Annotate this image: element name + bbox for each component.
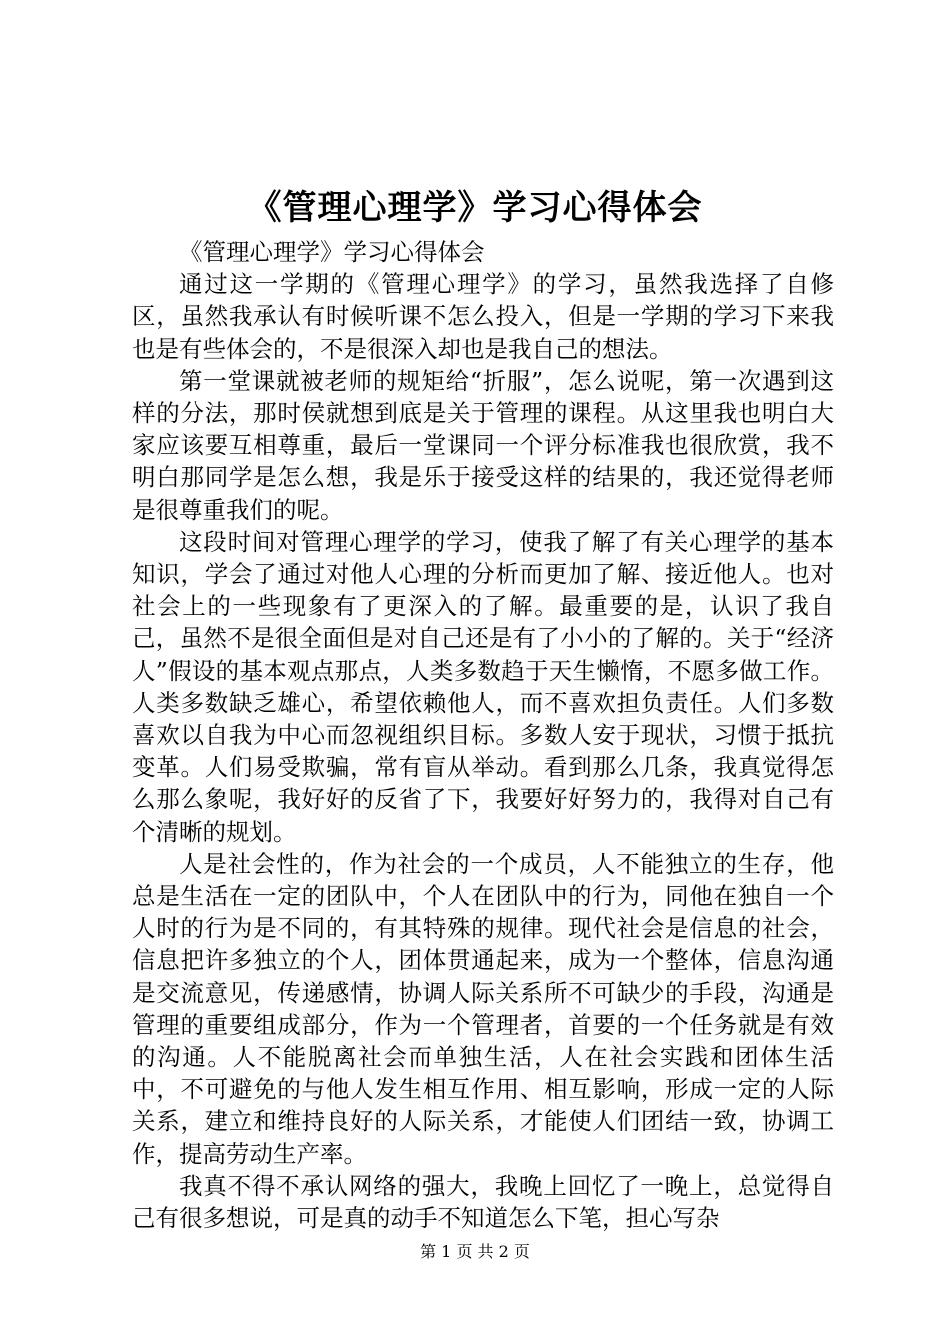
body-paragraph-1: 《管理心理学》学习心得体会 xyxy=(179,238,485,266)
body-paragraph-5: 人是社会性的，作为社会的一个成员，人不能独立的生存，他总是生活在一定的团队中，个人在团队中的行为，同他在独自一个人时的行为是不同的，有其特殊的规律。现代社会是信息的社会，信息把许多独立的个人，团体贯通起来，成为一个整体，信息沟通是交流意见，传递感情，协调人际关系所不可缺少的手段，沟通是管理的重要组成部分，作为一个管理者，首要的一个任务就是有效的沟通。人不能脱离社会而单独生活，人在社会实践和团体生活中，不可避免的与他人发生相互作用、相互影响，形成一定的人际关系，建立和维持良好的人际关系，才能使人们团结一致，协调工作，提高劳动生产率。 xyxy=(132,849,834,1168)
page-number-footer: 第 1 页 共 2 页 xyxy=(420,1242,530,1261)
document-title: 《管理心理学》学习心得体会 xyxy=(247,188,703,228)
body-paragraph-3: 第一堂课就被老师的规矩给“折服”，怎么说呢，第一次遇到这样的分法，那时侯就想到底是关于管理的课程。从这里我也明白大家应该要互相尊重，最后一堂课同一个评分标准我也很欣赏，我不明白那同学是怎么想，我是乐于接受这样的结果的，我还觉得老师是很尊重我们的呢。 xyxy=(132,366,834,524)
body-paragraph-2: 通过这一学期的《管理心理学》的学习，虽然我选择了自修区，虽然我承认有时候听课不怎么投入，但是一学期的学习下来我也是有些体会的，不是很深入却也是我自己的想法。 xyxy=(132,270,834,363)
body-paragraph-4: 这段时间对管理心理学的学习，使我了解了有关心理学的基本知识，学会了通过对他人心理的分析而更加了解、接近他人。也对社会上的一些现象有了更深入的了解。最重要的是，认识了我自己，虽然不是很全面但是对自己还是有了小小的了解的。关于“经济人”假设的基本观点那点，人类多数趋于天生懒惰，不愿多做工作。人类多数缺乏雄心，希望依赖他人，而不喜欢担负责任。人们多数喜欢以自我为中心而忽视组织目标。多数人安于现状，习惯于抵抗变革。人们易受欺骗，常有盲从举动。看到那么几条，我真觉得怎么那么象呢，我好好的反省了下，我要好好努力的，我得对自己有个清晰的规划。 xyxy=(132,527,834,846)
document-body xyxy=(132,236,834,1234)
body-paragraph-6: 我真不得不承认网络的强大，我晚上回忆了一晚上，总觉得自己有很多想说，可是真的动手不知道怎么下笔，担心写杂 xyxy=(132,1171,834,1233)
